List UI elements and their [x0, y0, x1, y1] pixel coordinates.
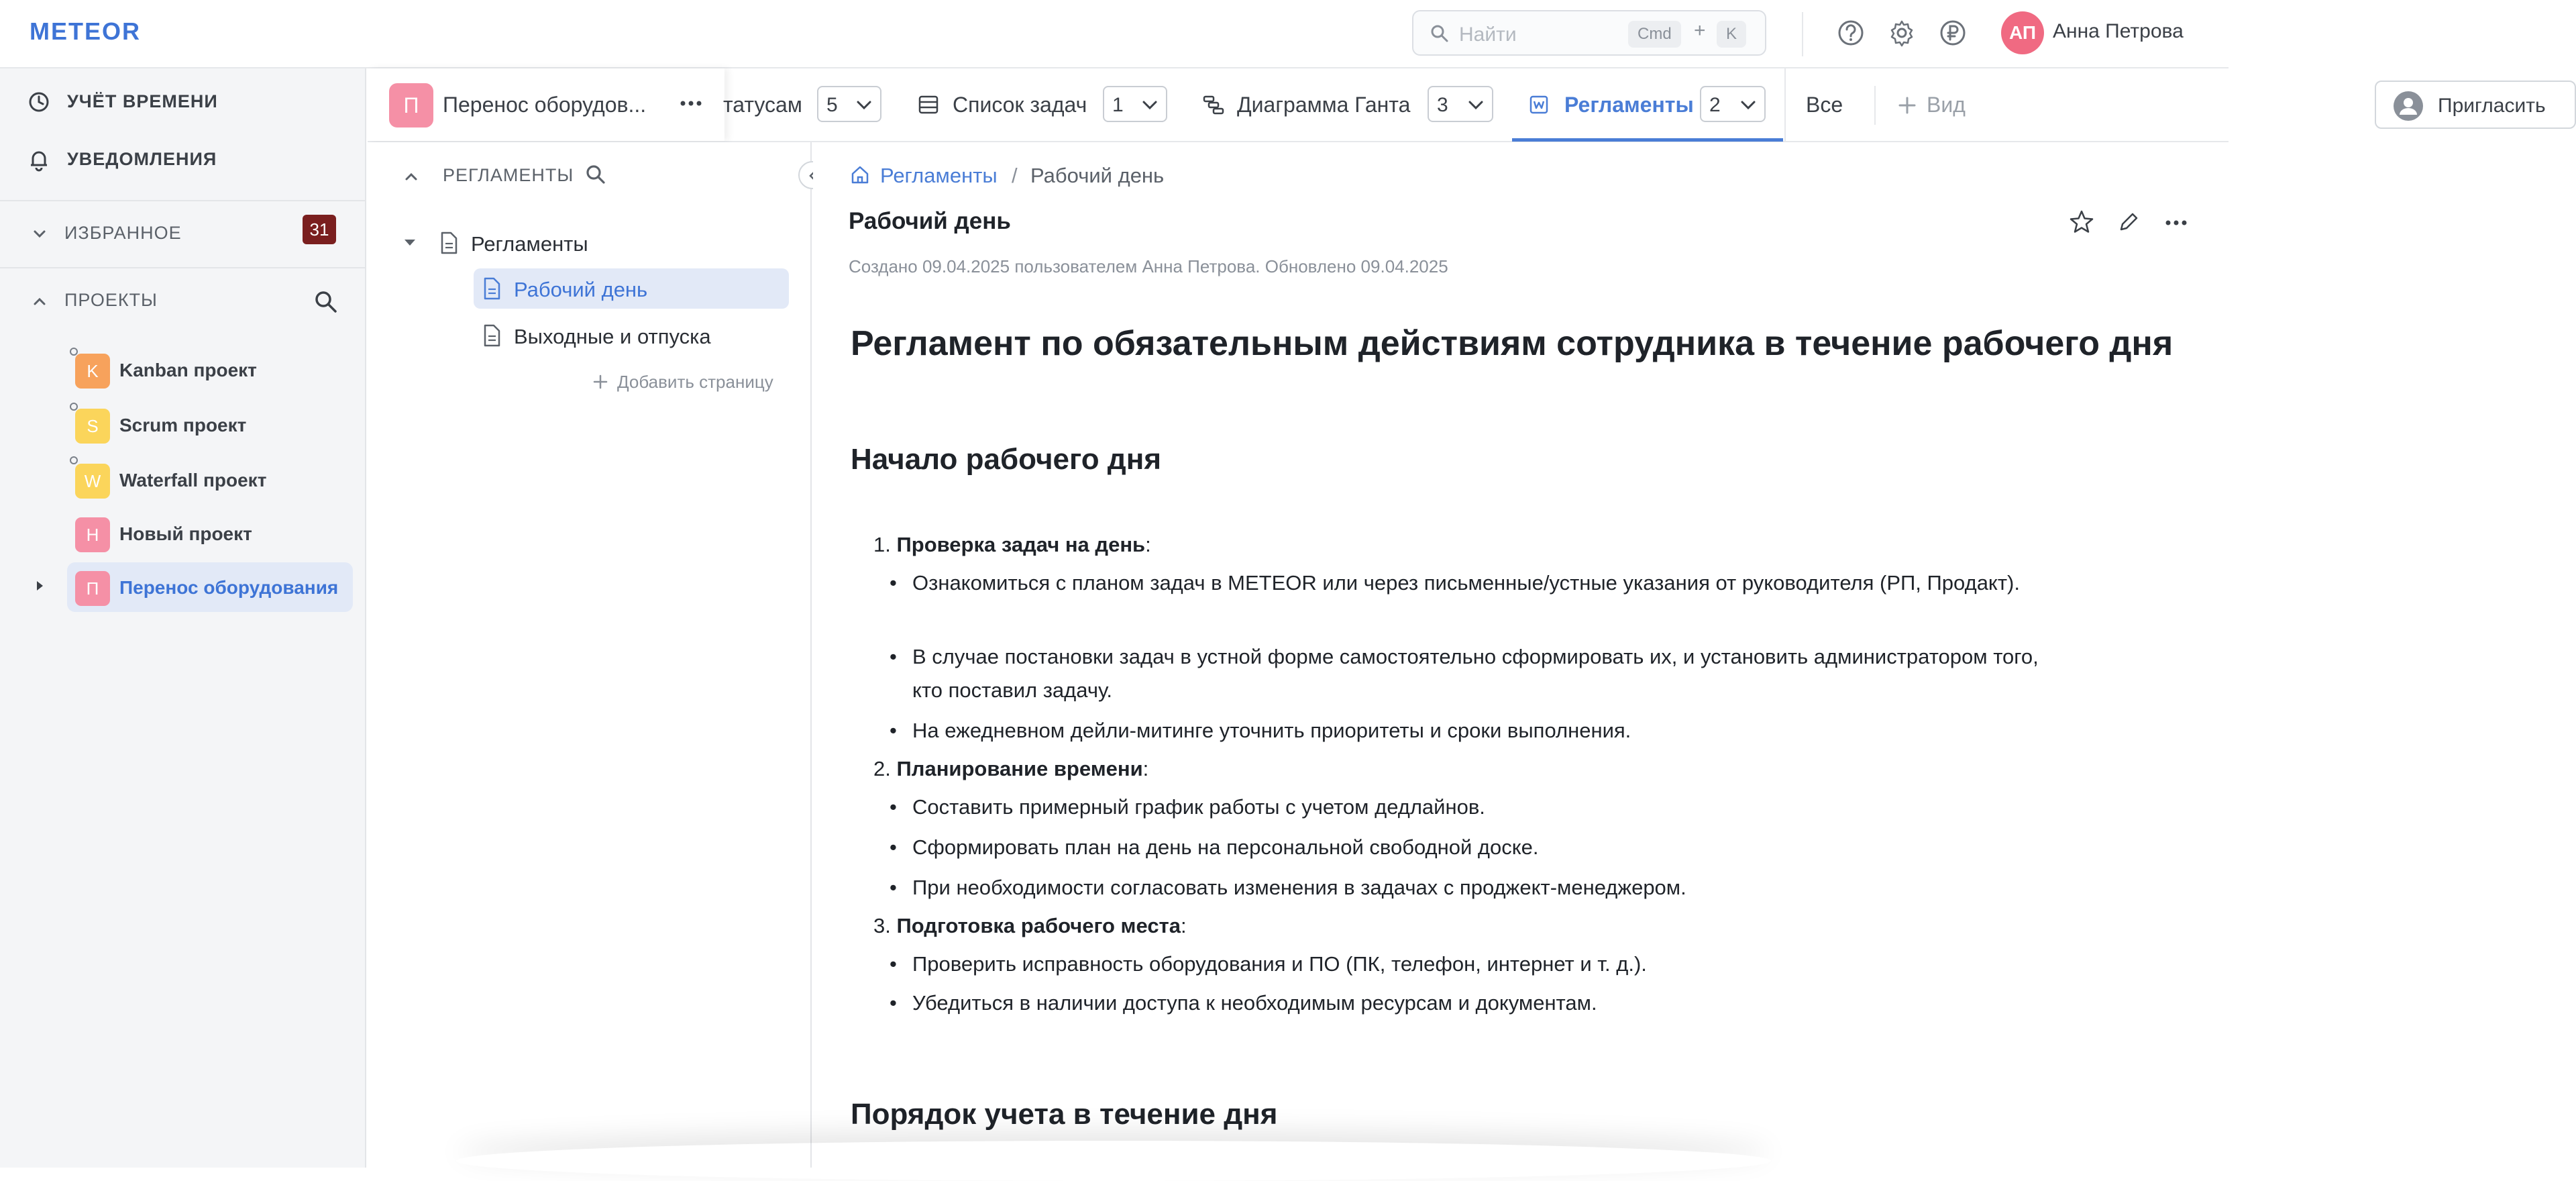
tab-count-select[interactable]	[817, 86, 881, 122]
kbd-k: K	[1717, 21, 1746, 48]
document-meta: Создано 09.04.2025 пользователем Анна Петрова. Обновлено 09.04.2025	[849, 256, 1448, 276]
tabs-divider	[1784, 68, 1786, 141]
list-number: 2.	[873, 757, 891, 780]
sidebar-item-time-tracking[interactable]	[0, 76, 366, 127]
app-logo[interactable]: METEOR	[30, 17, 142, 45]
section-heading-start: Начало рабочего дня	[851, 443, 1161, 476]
list-item-1: 1. Проверка задач на день:	[873, 533, 1151, 556]
project-initial: П	[75, 571, 110, 606]
tree-item-label: Выходные и отпуска	[514, 325, 711, 348]
search-icon	[1430, 23, 1450, 44]
list-number: 1.	[873, 533, 891, 556]
help-icon[interactable]	[1834, 16, 1868, 50]
tab-count: 5	[826, 94, 838, 116]
caret-right-icon[interactable]	[32, 578, 47, 593]
project-initial: П	[389, 83, 433, 127]
document-icon	[482, 276, 502, 301]
tree-item-label: Регламенты	[471, 232, 588, 256]
plus-icon	[592, 373, 609, 391]
page-tree-panel	[368, 142, 812, 1168]
sidebar-section-favorites[interactable]	[0, 208, 366, 259]
add-view-label: Вид	[1927, 93, 1966, 117]
home-icon[interactable]	[849, 164, 871, 185]
project-name: Scrum проект	[119, 415, 247, 435]
document-heading: Регламент по обязательным действиям сотрудника в течение рабочего дня	[851, 324, 2174, 363]
wiki-icon	[1528, 94, 1550, 115]
add-page-label: Добавить страницу	[617, 372, 773, 392]
tree-section-label: РЕГЛАМЕНТЫ	[443, 165, 574, 185]
list-item-3: 3. Подготовка рабочего места:	[873, 914, 1187, 937]
document-icon	[482, 323, 502, 348]
search-placeholder: Найти	[1459, 23, 1517, 46]
chevron-down-icon	[1739, 97, 1758, 113]
user-icon	[2392, 90, 2424, 122]
user-name[interactable]: Анна Петрова	[2053, 20, 2184, 42]
star-icon[interactable]	[2068, 208, 2096, 236]
settings-gear-icon[interactable]	[1885, 16, 1919, 50]
chevron-down-icon	[1140, 97, 1159, 113]
top-bar	[0, 0, 2229, 68]
chevron-up-icon[interactable]	[402, 168, 420, 185]
project-item-new[interactable]	[67, 509, 353, 558]
tab-count-select[interactable]	[1428, 86, 1493, 122]
tab-all[interactable]: Все	[1806, 93, 1843, 117]
breadcrumb-separator: /	[1012, 164, 1018, 187]
notifications-count-badge: 31	[303, 215, 336, 244]
list-title: Подготовка рабочего места	[896, 914, 1181, 937]
clock-icon	[27, 90, 51, 114]
tab-label: Регламенты	[1564, 93, 1694, 117]
tab-label: Диаграмма Ганта	[1237, 93, 1411, 117]
bullet-item: • Убедиться в наличии доступа к необходимым ресурсам и документам.	[912, 986, 2066, 1020]
tab-count: 1	[1112, 94, 1124, 116]
sidebar	[0, 68, 366, 1168]
search-icon[interactable]	[584, 162, 608, 187]
project-initial: S	[75, 409, 110, 444]
sidebar-divider	[0, 200, 366, 201]
ruble-icon[interactable]	[1936, 16, 1970, 50]
list-title: Проверка задач на день	[896, 533, 1146, 556]
section-heading-next: Порядок учета в течение дня	[851, 1098, 1278, 1131]
sidebar-section-projects[interactable]	[0, 275, 366, 326]
chevron-down-icon	[1466, 97, 1485, 113]
chevron-down-icon	[31, 225, 48, 243]
tree-item-work-day[interactable]	[474, 268, 789, 309]
tab-count-select[interactable]	[1103, 86, 1167, 122]
tree-item-weekends-vacations[interactable]	[474, 315, 789, 356]
project-header	[368, 68, 2546, 142]
project-name: Перенос оборудования	[119, 577, 339, 598]
bullet-item: • На ежедневном дейли-митинге уточнить приоритеты и сроки выполнения.	[912, 714, 2066, 748]
project-item-equipment-transfer[interactable]	[67, 562, 353, 612]
list-number: 3.	[873, 914, 891, 937]
bullet-item: • В случае постановки задач в устной форме самостоятельно сформировать их, и установить администратором того, кто поставил задачу.	[912, 640, 2066, 707]
bullet-item: • При необходимости согласовать изменения в задачах с проджект-менеджером.	[912, 871, 2066, 905]
list-title: Планирование времени	[896, 757, 1143, 780]
chevron-down-icon	[855, 97, 873, 113]
bullet-item: • Сформировать план на день на персональной свободной доске.	[912, 831, 2066, 864]
project-item-waterfall[interactable]	[67, 455, 353, 505]
chevron-up-icon	[31, 293, 48, 310]
list-icon	[918, 94, 939, 115]
bullet-item: • Составить примерный график работы с учетом дедлайнов.	[912, 790, 2066, 824]
project-name: Новый проект	[119, 523, 252, 544]
user-avatar[interactable]: АП	[2001, 11, 2044, 54]
document-title: Рабочий день	[849, 208, 1011, 234]
search-box[interactable]	[1412, 10, 1766, 56]
invite-label: Пригласить	[2438, 95, 2546, 117]
tab-count: 3	[1437, 94, 1448, 116]
favorites-label: ИЗБРАННОЕ	[64, 223, 182, 243]
project-item-kanban[interactable]	[67, 345, 353, 395]
tab-count-select[interactable]	[1700, 86, 1766, 122]
projects-label: ПРОЕКТЫ	[64, 290, 158, 310]
invite-button[interactable]	[2375, 81, 2576, 129]
project-initial: K	[75, 354, 110, 389]
list-item-2: 2. Планирование времени:	[873, 757, 1149, 780]
tree-item-label: Рабочий день	[514, 278, 648, 301]
top-divider	[1802, 12, 1803, 56]
bullet-item: • Ознакомиться с планом задач в METEOR или через письменные/устные указания от руководителя (РП, Продакт).	[912, 566, 2066, 600]
more-icon[interactable]	[2163, 215, 2190, 231]
project-initial: W	[75, 464, 110, 499]
project-tab[interactable]	[368, 68, 724, 141]
caret-down-icon[interactable]	[402, 235, 417, 250]
project-item-scrum[interactable]	[67, 400, 353, 450]
project-initial: Н	[75, 517, 110, 552]
breadcrumb-current: Рабочий день	[1030, 164, 1165, 187]
breadcrumb-root[interactable]: Регламенты	[880, 164, 998, 187]
document-view	[813, 142, 2229, 1168]
more-icon[interactable]	[678, 95, 704, 111]
tab-label: татусам	[723, 93, 802, 117]
gantt-icon	[1202, 94, 1225, 115]
active-tab-indicator	[1512, 138, 1783, 142]
search-icon[interactable]	[313, 289, 339, 315]
tab-label: Список задач	[953, 93, 1087, 117]
kbd-cmd: Cmd	[1628, 21, 1681, 48]
edit-pencil-icon[interactable]	[2116, 209, 2141, 235]
project-name: Waterfall проект	[119, 470, 267, 491]
project-name: Kanban проект	[119, 360, 257, 380]
project-name: Перенос оборудов...	[443, 93, 647, 117]
document-icon	[439, 231, 459, 255]
tree-item-regulations-root[interactable]	[433, 223, 749, 263]
plus-icon	[1897, 95, 1917, 115]
sidebar-item-label: УЧЁТ ВРЕМЕНИ	[67, 91, 218, 111]
bullet-item: • Проверить исправность оборудования и ПО (ПК, телефон, интернет и т. д.).	[912, 947, 2066, 981]
kbd-plus: +	[1694, 19, 1706, 42]
bottom-shadow	[456, 1141, 1771, 1181]
tab-count: 2	[1709, 94, 1721, 116]
sidebar-item-label: УВЕДОМЛЕНИЯ	[67, 149, 217, 169]
bell-icon	[27, 148, 51, 172]
sidebar-item-notifications[interactable]	[0, 134, 366, 185]
tabs-divider	[1874, 86, 1876, 125]
sidebar-divider	[0, 267, 366, 268]
